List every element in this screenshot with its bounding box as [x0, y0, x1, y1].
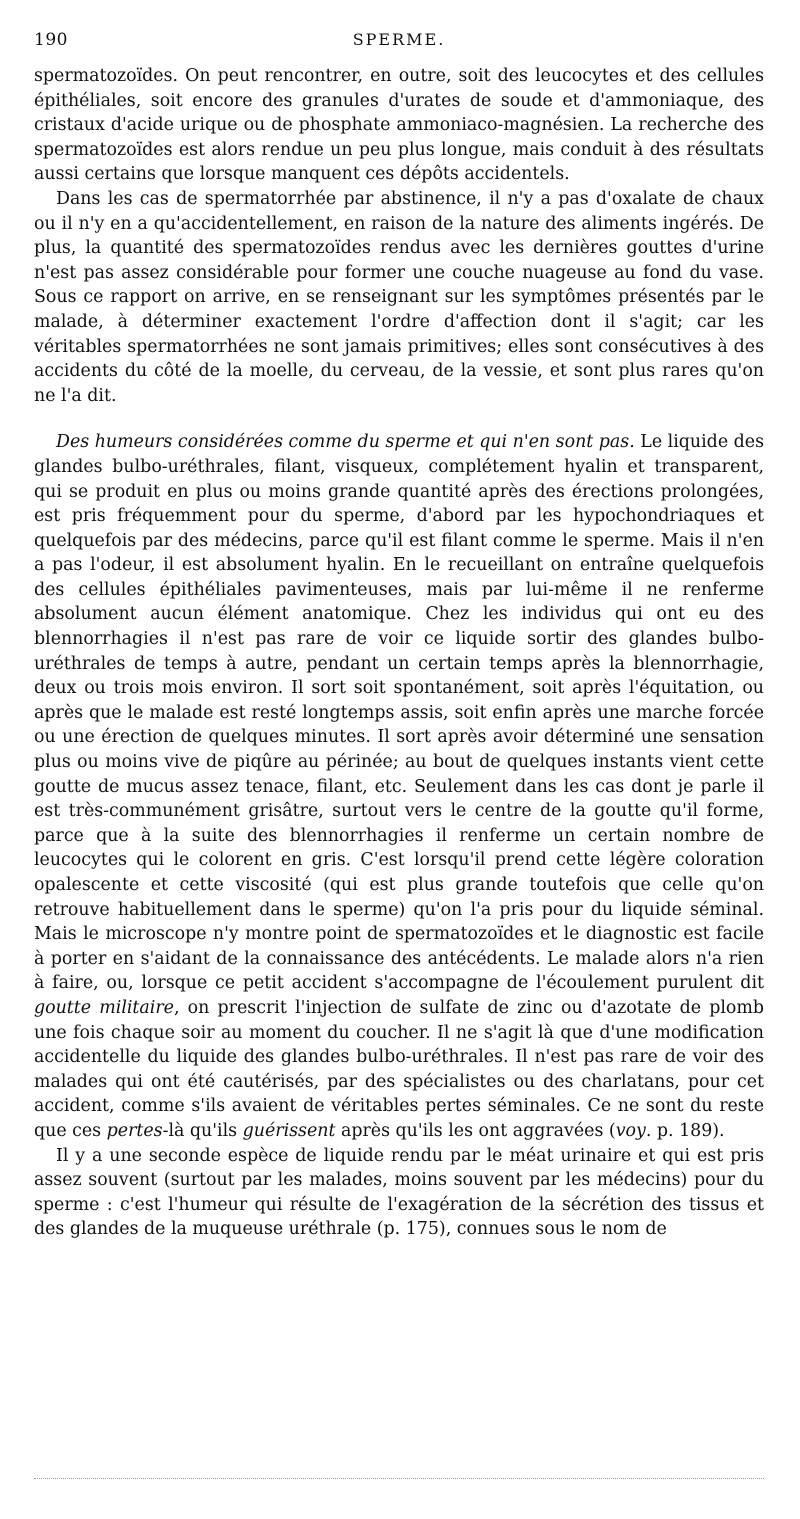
section-heading: Des humeurs considérées comme du sperme et qui n'en sont pas.	[56, 432, 635, 453]
text-run: . p. 189).	[645, 1120, 725, 1141]
italic-term: goutte militaire	[34, 997, 174, 1018]
text-run: Le liquide des glandes bulbo-uréthrales, filant, visqueux, complétement hyalin et transparent, qui se produit en plus ou moins grande quantité après des érections prolongées, est pris fréquemment pour du sperme, d'abord par les hypochondriaques et quelquefois par des médecins, parce qu'il est filant comme le sperme. Mais il n'en a pas l'odeur, il est absolument hyalin. En le recueillant on entraîne quelquefois des cellules épithéliales pavimenteuses, mais par lui-même il ne renferme absolument aucun élément anatomique. Chez les individus qui ont eu des blennorrhagies il n'est pas rare de voir ce liquide sortir des glandes bulbo-uréthrales de temps à autre, pendant un certain temps après la blennorrhagie, deux ou trois mois environ. Il sort soit spontanément, soit après l'équitation, ou après que le malade est resté longtemps assis, soit enfin après une marche forcée ou une érection de quelques minutes. Il sort après avoir déterminé une sensation plus ou moins vive de piqûre au périnée; au bout de quelques instants vient cette goutte de mucus assez tenace, filant, etc. Seulement dans les cas dont je parle il est très-communément grisâtre, surtout vers le centre de la goutte qu'il forme, parce que à la suite des blennorrhagies il renferme un certain nombre de leucocytes qui le colorent en gris. C'est lorsqu'il prend cette légère coloration opalescente et cette viscosité (qui est plus grande toutefois que celle qu'on retrouve habituellement dans le sperme) qu'on l'a pris pour du liquide séminal. Mais le microscope n'y montre point de spermatozoïdes et le diagnostic est facile à porter en s'aidant de la connaissance des antécédents. Le malade alors n'a rien à faire, ou, lorsque ce petit accident s'accompagne de l'écoulement purulent dit	[34, 432, 764, 994]
paragraph: Dans les cas de spermatorrhée par abstinence, il n'y a pas d'oxalate de chaux ou il n'y en a qu'accidentellement, en raison de la nature des aliments ingérés. De plus, la quantité des spermatozoïdes rendus avec les dernières gouttes d'urine n'est pas assez considérable pour former une couche nuageuse au fond du vase. Sous ce rapport on arrive, en se renseignant sur les symptômes présentés par le malade, à déterminer exactement l'ordre d'affection dont il s'agit; car les véritables spermatorrhées ne sont jamais primitives; elles sont consécutives à des accidents du côté de la moelle, du cerveau, de la vessie, et sont plus rares qu'on ne l'a dit.	[34, 188, 764, 406]
text-run: après qu'ils les ont aggravées (	[335, 1120, 616, 1141]
paragraph: Il y a une seconde espèce de liquide rendu par le méat urinaire et qui est pris assez souvent (surtout par les malades, moins souvent par les médecins) pour du sperme : c'est l'humeur qui résulte de l'exagération de la sécrétion des tissus et des glandes de la muqueuse uréthrale (p. 175), connues sous le nom de	[34, 1145, 764, 1240]
italic-term: voy	[615, 1120, 646, 1141]
body-text	[34, 64, 764, 1242]
book-page	[34, 30, 764, 1242]
italic-term: guérissent	[242, 1120, 336, 1141]
italic-term: pertes	[106, 1120, 163, 1141]
text-run: , on prescrit l'injection de sulfate de zinc ou d'azotate de plomb une fois chaque soir au moment du coucher. Il ne s'agit là que d'une modification accidentelle du liquide des glandes bulbo-uréthrales. Il n'est pas rare de voir des malades qui ont été cautérisés, par des spécialistes ou des charlatans, pour cet accident, comme s'ils avaient de véritables pertes séminales. Ce ne sont du reste que ces	[34, 997, 764, 1141]
section-paragraph	[34, 430, 764, 1143]
running-title: SPERME.	[352, 30, 446, 49]
text-run: -là qu'ils	[162, 1120, 243, 1141]
running-head	[34, 30, 764, 54]
paragraph: spermatozoïdes. On peut rencontrer, en outre, soit des leucocytes et des cellules épithéliales, soit encore des granules d'urates de soude et d'ammoniaque, des cristaux d'acide urique ou de phosphate ammoniaco-magnésien. La recherche des spermatozoïdes est alors rendue un peu plus longue, mais conduit à des résultats aussi certains que lorsque manquent ces dépôts accidentels.	[34, 66, 764, 185]
page-number: 190	[34, 30, 68, 50]
footer-rule	[34, 1478, 764, 1479]
